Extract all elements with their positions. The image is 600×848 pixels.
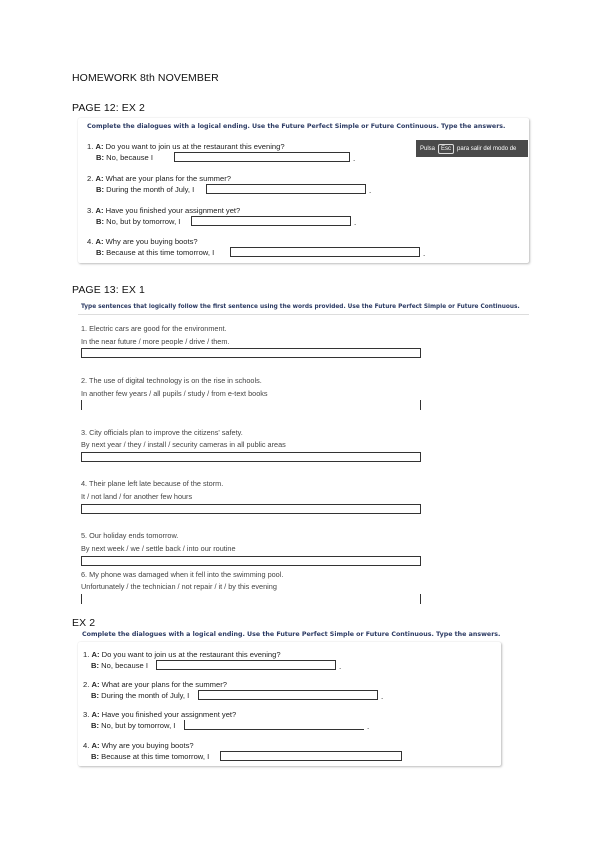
esc-key-icon: Esc	[438, 144, 454, 154]
page12-item3-answer-line: B: No, but by tomorrow, I	[96, 217, 181, 226]
ex2-exercise-box	[78, 642, 501, 766]
text-cursor-left	[81, 400, 82, 410]
text-cursor-right	[420, 594, 421, 604]
ex2-item4-question: 4. A: Why are you buying boots?	[83, 741, 194, 750]
ex2-item2-answer-input[interactable]	[198, 690, 378, 700]
page12-item2-answer-line: B: During the month of July, I	[96, 185, 195, 194]
page12-item4-period: .	[423, 249, 426, 258]
page13-item4-answer-input[interactable]	[81, 504, 421, 514]
page13-item5-prompt: By next week / we / settle back / into our routine	[81, 544, 236, 553]
page13-item6-sentence: 6. My phone was damaged when it fell into the swimming pool.	[81, 570, 284, 579]
page12-item4-answer-input[interactable]	[230, 247, 420, 257]
ex2-item1-question: 1. A: Do you want to join us at the restaurant this evening?	[83, 650, 281, 659]
fullscreen-exit-tooltip: Pulsa Esc para salir del modo de	[416, 140, 528, 157]
page12-item1-answer-line: B: No, because I	[96, 153, 153, 162]
page13-item2-answer-input[interactable]	[81, 400, 421, 410]
page12-item4-question: 4. A: Why are you buying boots?	[87, 237, 198, 246]
page12-instruction: Complete the dialogues with a logical ending. Use the Future Perfect Simple or Future Continuous. Type the answers.	[87, 123, 506, 130]
page13-heading: PAGE 13: EX 1	[72, 284, 145, 296]
ex2-item3-answer-line: B: No, but by tomorrow, I	[91, 721, 176, 730]
page13-instruction: Type sentences that logically follow the first sentence using the words provided. Use the Future Perfect Simple or Future Continuous.	[81, 304, 520, 310]
page12-item1-period: .	[353, 154, 356, 163]
ex2-heading: EX 2	[72, 617, 96, 629]
page12-item3-period: .	[354, 218, 357, 227]
document-title: HOMEWORK 8th NOVEMBER	[72, 72, 219, 84]
page13-item5-answer-input[interactable]	[81, 556, 421, 566]
ex2-item2-period: .	[381, 692, 384, 701]
ex2-item2-question: 2. A: What are your plans for the summer?	[83, 680, 227, 689]
page12-item2-answer-input[interactable]	[206, 184, 366, 194]
page13-item3-sentence: 3. City officials plan to improve the citizens' safety.	[81, 428, 243, 437]
page13-item4-sentence: 4. Their plane left late because of the storm.	[81, 479, 224, 488]
ex2-item3-answer-input[interactable]	[184, 720, 364, 730]
ex2-item2-answer-line: B: During the month of July, I	[91, 691, 190, 700]
text-cursor-left	[81, 594, 82, 604]
page13-item1-answer-input[interactable]	[81, 348, 421, 358]
ex2-item1-answer-input[interactable]	[156, 660, 336, 670]
ex2-instruction: Complete the dialogues with a logical ending. Use the Future Perfect Simple or Future Continuous. Type the answers.	[82, 631, 501, 638]
text-cursor-right	[420, 400, 421, 410]
page13-item5-sentence: 5. Our holiday ends tomorrow.	[81, 531, 179, 540]
page12-item4-answer-line: B: Because at this time tomorrow, I	[96, 248, 215, 257]
page13-item4-prompt: It / not land / for another few hours	[81, 492, 193, 501]
page13-item2-prompt: In another few years / all pupils / study / from e-text books	[81, 389, 268, 398]
ex2-item4-answer-input[interactable]	[220, 751, 402, 761]
page13-item3-answer-input[interactable]	[81, 452, 421, 462]
page12-item3-question: 3. A: Have you finished your assignment yet?	[87, 206, 241, 215]
ex2-item1-answer-line: B: No, because I	[91, 661, 148, 670]
page12-item2-question: 2. A: What are your plans for the summer?	[87, 174, 231, 183]
page13-item3-prompt: By next year / they / install / security cameras in all public areas	[81, 440, 286, 449]
ex2-item4-answer-line: B: Because at this time tomorrow, I	[91, 752, 210, 761]
page13-divider	[78, 314, 529, 315]
page12-item3-answer-input[interactable]	[191, 216, 351, 226]
page13-item1-sentence: 1. Electric cars are good for the environment.	[81, 324, 227, 333]
ex2-item3-question: 3. A: Have you finished your assignment yet?	[83, 710, 237, 719]
page13-item6-answer-input[interactable]	[81, 594, 421, 604]
page12-item1-answer-input[interactable]	[174, 152, 350, 162]
page12-item1-question: 1. A: Do you want to join us at the restaurant this evening?	[87, 142, 285, 151]
page13-item1-prompt: In the near future / more people / drive / them.	[81, 337, 230, 346]
page12-heading: PAGE 12: EX 2	[72, 102, 145, 114]
page13-item2-sentence: 2. The use of digital technology is on the rise in schools.	[81, 376, 262, 385]
page13-item6-prompt: Unfortunately / the technician / not repair / it / by this evening	[81, 582, 277, 591]
page12-item2-period: .	[369, 186, 372, 195]
ex2-item1-period: .	[339, 662, 342, 671]
ex2-item3-period: .	[367, 722, 370, 731]
